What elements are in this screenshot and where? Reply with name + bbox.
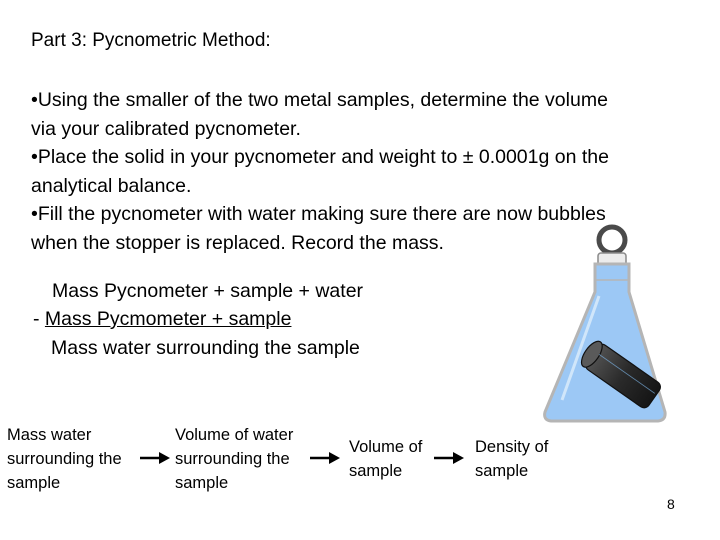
flow-step-4 <box>475 435 548 483</box>
flow-step-3-line-1: Volume of <box>349 438 423 456</box>
arrow-right-icon <box>433 451 465 465</box>
flow-step-2-line-1: Volume of water <box>175 426 294 444</box>
flow-step-3-line-2: sample <box>349 462 403 480</box>
stopper-ring-icon <box>599 227 625 253</box>
pycnometer-flask-illustration <box>535 220 685 430</box>
flow-step-1-line-1: Mass water <box>7 426 92 444</box>
page-number: 8 <box>667 496 675 512</box>
flow-step-1-line-3: sample <box>7 474 61 492</box>
calc-line-2 <box>33 305 291 333</box>
flow-step-2-line-3: sample <box>175 474 229 492</box>
bullet-1-line-1: •Using the smaller of the two metal samples, determine the volume <box>31 89 608 111</box>
calc-subtrahend: Mass Pycmometer + sample <box>44 308 292 330</box>
flow-step-3 <box>349 435 422 483</box>
bullet-2-line-1: •Place the solid in your pycnometer and weight to ± 0.0001g on the <box>31 146 609 168</box>
calc-result: Mass water surrounding the sample <box>51 337 360 359</box>
bullet-1-line-2: via your calibrated pycnometer. <box>31 117 301 140</box>
calc-minus: - <box>33 308 45 330</box>
bullet-2-line-2: analytical balance. <box>31 174 192 197</box>
flow-step-1 <box>7 423 122 495</box>
flow-step-4-line-2: sample <box>475 462 529 480</box>
bullet-3-line-1: •Fill the pycnometer with water making sure there are now bubbles <box>31 203 606 225</box>
calc-line-1: Mass Pycnometer + sample + water <box>52 280 364 302</box>
flow-step-2 <box>175 423 293 495</box>
arrow-right-icon <box>309 451 341 465</box>
slide-title: Part 3: Pycnometric Method: <box>31 30 271 51</box>
flow-step-4-line-1: Density of <box>475 438 549 456</box>
arrow-right-icon <box>139 451 171 465</box>
bullet-3-line-2: when the stopper is replaced. Record the mass. <box>31 231 444 254</box>
flow-step-1-line-2: surrounding the <box>7 450 122 468</box>
flow-step-2-line-2: surrounding the <box>175 450 290 468</box>
